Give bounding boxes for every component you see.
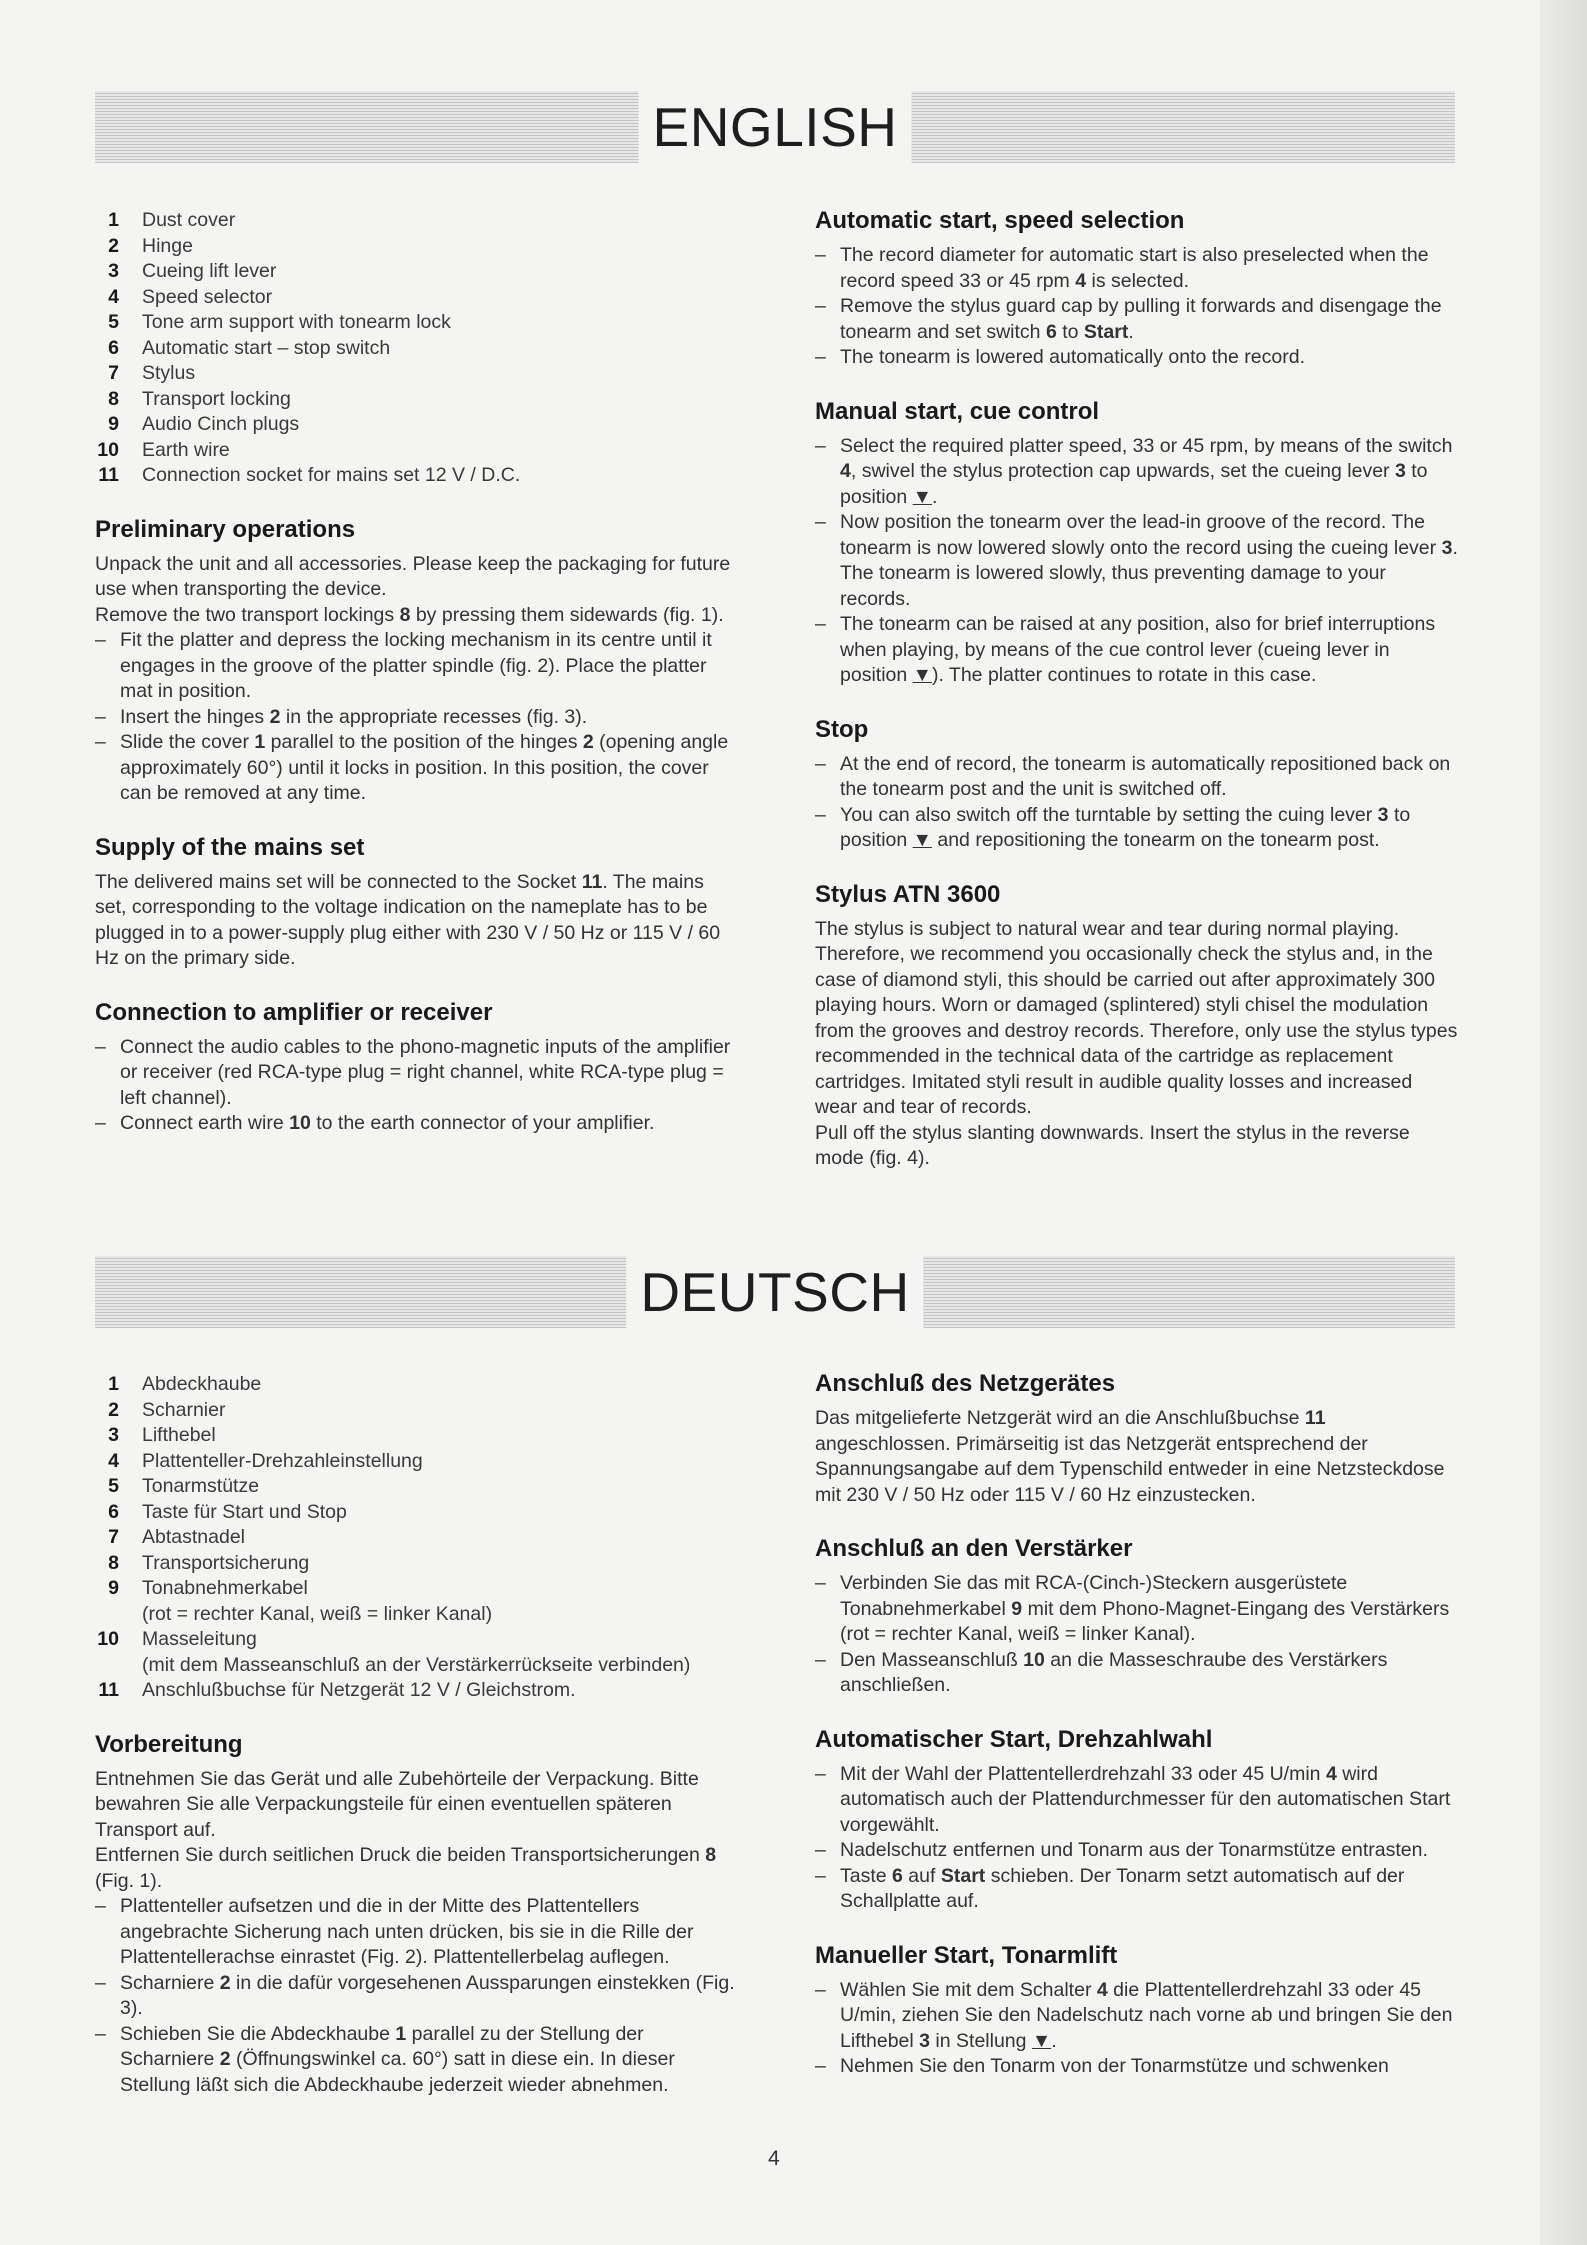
list-item (95, 438, 738, 464)
paragraph: Entfernen Sie durch seitlichen Druck die beiden Transportsicherungen 8 (Fig. 1). (95, 1844, 717, 1892)
manual-section (815, 397, 1458, 689)
part-number: 8 (108, 1551, 119, 1574)
list-item: – Den Masseanschluß 10 an die Masseschraube des Verstärkers anschließen. (815, 1648, 1458, 1699)
section-heading: Manual start, cue control (815, 397, 1100, 425)
list-item: – Connect the audio cables to the phono-magnetic inputs of the amplifier or receiver (red RCA-type plug = right channel, white RCA-type plug = left channel). (95, 1035, 738, 1112)
list-item: – The record diameter for automatic start is also preselected when the record speed 33 or 45 rpm 4 is selected. (815, 243, 1458, 294)
part-label: Tone arm support with tonearm lock (142, 311, 451, 333)
part-number: 11 (98, 1679, 119, 1701)
list-item (95, 387, 738, 413)
part-label: Abdeckhaube (142, 1373, 262, 1395)
list-item (95, 1678, 738, 1704)
part-number: 6 (108, 1500, 119, 1523)
part-number: 4 (108, 1449, 119, 1472)
part-label: Automatic start – stop switch (142, 336, 391, 359)
lift-position-icon: ▼ (912, 829, 932, 851)
part-label: Abtastnadel (142, 1526, 245, 1548)
section-heading: Anschluß an den Verstärker (815, 1535, 1133, 1562)
part-number: 8 (108, 387, 119, 410)
page-number: 4 (768, 2147, 780, 2170)
lift-position-icon: ▼ (912, 485, 932, 508)
list-item (95, 361, 738, 387)
paragraph: Das mitgelieferte Netzgerät wird an die Anschlußbuchse 11 angeschlossen. Primärseitig ist das Netzgerät entsprechend der Spannungsangabe auf dem Typenschild entweder in eine Netzsteckdose mit 230 V / 50 Hz oder 115 V / 60 Hz einzustecken. (815, 1407, 1445, 1506)
paragraph: Entnehmen Sie das Gerät und alle Zubehörteile der Verpackung. Bitte bewahren Sie alle Verpackungsteile für einen eventuellen späteren Transport auf. (95, 1767, 699, 1841)
part-label: Taste für Start und Stop (142, 1500, 347, 1523)
part-number: 7 (108, 362, 119, 384)
instruction-list (95, 1035, 738, 1137)
list-item (95, 310, 738, 336)
part-label: Cueing lift lever (142, 260, 277, 282)
part-number: 9 (108, 1577, 119, 1599)
part-number: 3 (108, 260, 119, 282)
list-item: – Remove the stylus guard cap by pulling it forwards and disengage the tonearm and set switch 6 to Start. (815, 294, 1458, 345)
instruction-list (815, 752, 1458, 854)
part-label: Connection socket for mains set 12 V / D.C. (142, 464, 521, 486)
list-item: – The tonearm can be raised at any position, also for brief interruptions when playing, by means of the cue control lever (cueing lever in position ▼). The platter continues to rotate in this case. (815, 612, 1458, 689)
list-item: – Nehmen Sie den Tonarm von der Tonarmstütze und schwenken (815, 2054, 1458, 2080)
part-label: Transport locking (142, 387, 291, 410)
list-item (95, 1423, 738, 1449)
section-heading: Supply of the mains set (95, 833, 365, 861)
instruction-list (815, 1571, 1458, 1699)
deutsch-right-column (815, 1369, 1458, 2080)
part-number: 6 (108, 336, 119, 359)
section-heading: Connection to amplifier or receiver (95, 998, 493, 1026)
part-label: Anschlußbuchse für Netzgerät 12 V / Gleichstrom. (142, 1679, 576, 1701)
list-item (95, 1449, 738, 1475)
list-item: – You can also switch off the turntable by setting the cuing lever 3 to position ▼ and repositioning the tonearm on the tonearm post. (815, 803, 1458, 854)
section-heading: Preliminary operations (95, 515, 356, 543)
list-item: – Schieben Sie die Abdeckhaube 1 parallel zu der Stellung der Scharniere 2 (Öffnungswinkel ca. 60°) satt in diese ein. In dieser Stellung läßt sich die Abdeckhaube jederzeit wieder abnehmen. (95, 2022, 738, 2099)
part-label: Speed selector (142, 285, 273, 308)
part-number: 10 (97, 1628, 119, 1650)
section-heading: Stylus ATN 3600 (815, 880, 1001, 908)
page-edge-shadow (1540, 0, 1587, 2245)
part-label: Hinge (142, 234, 193, 257)
part-label: Masseleitung (mit dem Masseanschluß an der Verstärkerrückseite verbinden) (142, 1627, 738, 1678)
list-item (95, 1372, 738, 1398)
list-item (95, 1398, 738, 1424)
part-sublabel: (mit dem Masseanschluß an der Verstärkerrückseite verbinden) (142, 1653, 691, 1676)
part-label: Lifthebel (142, 1424, 216, 1446)
preliminary-section (95, 515, 738, 807)
connection-section (95, 998, 738, 1137)
verstaerker-section (815, 1534, 1458, 1699)
english-parts-list (95, 208, 738, 489)
list-item: – Fit the platter and depress the locking mechanism in its centre until it engages in the groove of the platter spindle (fig. 2). Place the platter mat in position. (95, 628, 738, 705)
list-item (95, 463, 738, 489)
part-number: 5 (108, 1475, 119, 1497)
english-title: ENGLISH (639, 91, 912, 163)
english-banner (95, 91, 1455, 163)
list-item (95, 1525, 738, 1551)
english-left-column (95, 208, 738, 1137)
paragraph: Unpack the unit and all accessories. Please keep the packaging for future use when transporting the device. (95, 552, 731, 600)
part-label: Dust cover (142, 209, 236, 231)
stop-section (815, 715, 1458, 854)
list-item: – Nadelschutz entfernen und Tonarm aus der Tonarmstütze entrasten. (815, 1838, 1458, 1864)
part-number: 3 (108, 1424, 119, 1446)
list-item: – Insert the hinges 2 in the appropriate recesses (fig. 3). (95, 705, 738, 731)
part-number: 9 (108, 413, 119, 435)
lift-position-icon: ▼ (912, 664, 932, 686)
list-item (95, 285, 738, 311)
instruction-list (815, 1978, 1458, 2080)
section-heading: Vorbereitung (95, 1730, 243, 1758)
deutsch-parts-list (95, 1372, 738, 1704)
list-item: – Wählen Sie mit dem Schalter 4 die Plattentellerdrehzahl 33 oder 45 U/min, ziehen Sie den Nadelschutz nach vorne ab und bringen Sie den Lifthebel 3 in Stellung ▼. (815, 1978, 1458, 2055)
part-label: Earth wire (142, 438, 230, 461)
automatisch-section (815, 1725, 1458, 1915)
part-number: 7 (108, 1526, 119, 1548)
paragraph: The stylus is subject to natural wear and tear during normal playing. Therefore, we recommend you occasionally check the stylus and, in the case of diamond styli, this should be carried out after approximately 300 playing hours. Worn or damaged (splintered) styli chisel the modulation from the grooves and destroy records. Therefore, only use the stylus types recommended in the technical data of the cartridge as replacement cartridges. Imitated styli result in audible quality losses and increased wear and tear of records. (815, 917, 1458, 1118)
deutsch-banner (95, 1256, 1455, 1328)
list-item (95, 1627, 738, 1678)
part-number: 2 (108, 1398, 119, 1421)
supply-section (95, 833, 738, 972)
section-heading: Anschluß des Netzgerätes (815, 1370, 1116, 1397)
part-sublabel: (rot = rechter Kanal, weiß = linker Kanal) (142, 1602, 493, 1625)
part-number: 1 (108, 1373, 119, 1395)
list-item: – At the end of record, the tonearm is automatically repositioned back on the tonearm post and the unit is switched off. (815, 752, 1458, 803)
paragraph: The delivered mains set will be connected to the Socket 11. The mains set, corresponding to the voltage indication on the nameplate has to be plugged in to a power-supply plug either with 230 V / 50 Hz or 115 V / 60 Hz on the primary side. (95, 870, 721, 969)
section-heading: Automatischer Start, Drehzahlwahl (815, 1725, 1213, 1753)
part-number: 4 (108, 285, 119, 308)
lift-position-icon: ▼ (1031, 2029, 1052, 2052)
part-label: Tonabnehmerkabel (rot = rechter Kanal, weiß = linker Kanal) (142, 1576, 738, 1627)
part-number: 2 (108, 234, 119, 257)
netzgeraet-section (815, 1369, 1458, 1508)
part-number: 5 (108, 311, 119, 333)
list-item: – Now position the tonearm over the lead-in groove of the record. The tonearm is now lowered slowly onto the record using the cueing lever 3. The tonearm is lowered slowly, thus preventing damage to your records. (815, 510, 1458, 612)
section-heading: Stop (815, 715, 869, 743)
section-heading: Automatic start, speed selection (815, 207, 1185, 234)
list-item (95, 1500, 738, 1526)
list-item: – Scharniere 2 in die dafür vorgesehenen Aussparungen einstekken (Fig. 3). (95, 1971, 738, 2022)
list-item (95, 208, 738, 234)
part-label: Audio Cinch plugs (142, 413, 300, 435)
part-label: Tonarmstütze (142, 1475, 260, 1497)
instruction-list (95, 628, 738, 807)
list-item: – Slide the cover 1 parallel to the position of the hinges 2 (opening angle approximately 60°) until it locks in position. In this position, the cover can be removed at any time. (95, 730, 738, 807)
list-item: – Verbinden Sie das mit RCA-(Cinch-)Steckern ausgerüstete Tonabnehmerkabel 9 mit dem Phono-Magnet-Eingang des Verstärkers (rot = rechter Kanal, weiß = linker Kanal). (815, 1571, 1458, 1648)
list-item: – The tonearm is lowered automatically onto the record. (815, 345, 1458, 371)
deutsch-title: DEUTSCH (626, 1256, 923, 1328)
list-item: – Taste 6 auf Start schieben. Der Tonarm setzt automatisch auf der Schallplatte auf. (815, 1864, 1458, 1915)
section-heading: Manueller Start, Tonarmlift (815, 1941, 1118, 1969)
list-item (95, 1474, 738, 1500)
part-number: 10 (97, 438, 119, 461)
instruction-list (815, 434, 1458, 689)
part-label: Stylus (142, 362, 196, 384)
list-item (95, 259, 738, 285)
instruction-list (815, 1762, 1458, 1915)
stylus-section (815, 880, 1458, 1172)
vorbereitung-section (95, 1730, 738, 2099)
list-item: – Select the required platter speed, 33 or 45 rpm, by means of the switch 4, swivel the stylus protection cap upwards, set the cueing lever 3 to position ▼. (815, 434, 1458, 511)
part-label: Plattenteller-Drehzahleinstellung (142, 1449, 423, 1472)
part-number: 11 (98, 464, 119, 486)
instruction-list (95, 1894, 738, 2098)
part-label: Transportsicherung (142, 1551, 310, 1574)
list-item (95, 412, 738, 438)
list-item (95, 1576, 738, 1627)
part-label: Scharnier (142, 1398, 226, 1421)
instruction-list (815, 243, 1458, 371)
paragraph: Remove the two transport lockings 8 by pressing them sidewards (fig. 1). (95, 603, 724, 626)
manuell-section (815, 1941, 1458, 2080)
list-item (95, 336, 738, 362)
paragraph: Pull off the stylus slanting downwards. Insert the stylus in the reverse mode (fig. 4). (815, 1121, 1410, 1169)
list-item (95, 234, 738, 260)
english-right-column (815, 206, 1458, 1172)
deutsch-left-column (95, 1372, 738, 2098)
list-item: – Connect earth wire 10 to the earth connector of your amplifier. (95, 1111, 738, 1137)
automatic-section (815, 206, 1458, 371)
list-item: – Plattenteller aufsetzen und die in der Mitte des Plattentellers angebrachte Sicherung nach unten drücken, bis sie in die Rille der Plattentellerachse einrastet (Fig. 2). Plattentellerbelag auflegen. (95, 1894, 738, 1971)
list-item: – Mit der Wahl der Plattentellerdrehzahl 33 oder 45 U/min 4 wird automatisch auch der Plattendurchmesser für den automatischen Start vorgewählt. (815, 1762, 1458, 1839)
part-number: 1 (108, 209, 119, 231)
list-item (95, 1551, 738, 1577)
